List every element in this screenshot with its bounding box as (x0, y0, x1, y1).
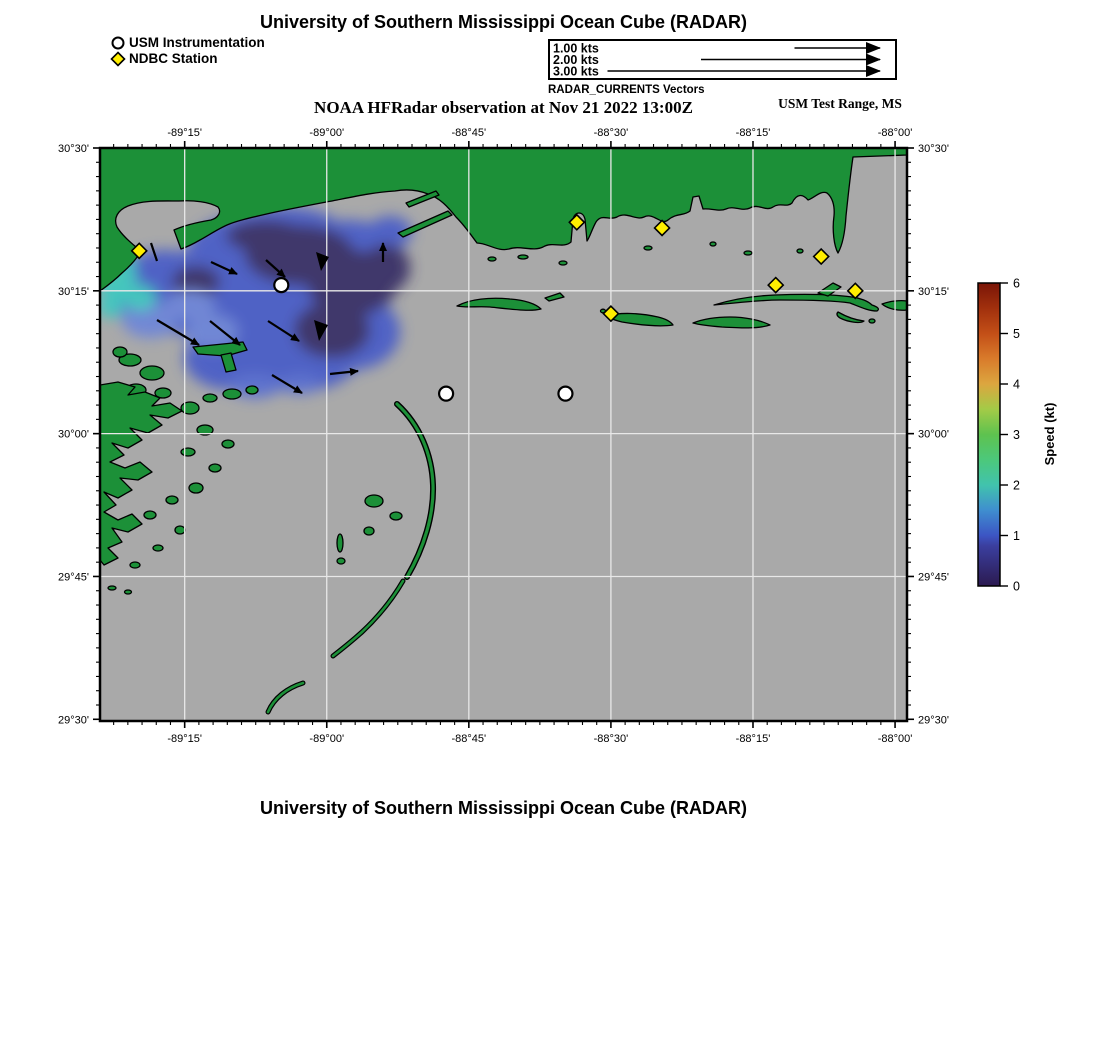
x-tick-label-top: -88°45' (451, 127, 487, 139)
colorbar-tick-label: 5 (1013, 327, 1020, 341)
ndbc-diamond-icon (110, 51, 126, 67)
footer-title: University of Southern Mississippi Ocean Cube (RADAR) (259, 798, 748, 818)
vector-scale-arrows (550, 41, 895, 78)
x-tick-label-bottom: -89°00' (309, 733, 345, 745)
speed-field-blob (165, 290, 215, 320)
region-label: USM Test Range, MS (778, 96, 902, 111)
colorbar-tick-labels (1013, 277, 1020, 594)
speed-field-blob (124, 285, 156, 311)
y-tick-label-right: 30°00' (918, 428, 949, 441)
map-legend (110, 35, 265, 67)
map-plot (40, 110, 960, 758)
colorbar-tick-label: 3 (1013, 428, 1020, 442)
vector-scale-box (548, 39, 897, 80)
y-tick-label-left: 29°45' (58, 571, 89, 584)
x-tick-label-top: -89°15' (167, 127, 202, 139)
x-tick-label-top: -88°30' (593, 127, 629, 139)
usm-circle-icon (110, 35, 126, 51)
x-tick-label-top: -88°00' (877, 127, 913, 139)
speed-field-blob (226, 220, 306, 252)
colorbar-tick-label: 6 (1013, 276, 1020, 291)
colorbar-ticks (1000, 283, 1008, 586)
y-tick-label-left: 30°30' (58, 143, 89, 155)
y-tick-label-left: 30°15' (58, 285, 89, 298)
legend-row-usm (110, 35, 265, 51)
x-tick-label-bottom: -89°15' (167, 733, 202, 745)
colorbar-gradient (978, 283, 1000, 586)
page-title: University of Southern Mississippi Ocean Cube (RADAR) (259, 12, 748, 32)
y-tick-label-left: 29°30' (58, 714, 89, 727)
x-tick-label-top: -89°00' (309, 127, 345, 139)
y-tick-label-left: 30°00' (58, 428, 89, 441)
vector-scale-row-label: 1.00 kts (553, 41, 599, 56)
colorbar-tick-label: 0 (1013, 579, 1020, 594)
y-tick-label-right: 30°15' (918, 285, 949, 298)
speed-field-blob (294, 302, 370, 358)
colorbar-tick-label: 2 (1013, 478, 1020, 493)
colorbar (950, 260, 1100, 620)
vector-scale-row-label: 3.00 kts (553, 64, 599, 78)
y-tick-label-right: 29°45' (918, 571, 949, 584)
legend-label-usm: USM Instrumentation (129, 35, 265, 50)
observation-subtitle: NOAA HFRadar observation at Nov 21 2022 13:00Z (314, 98, 693, 117)
x-tick-label-bottom: -88°00' (877, 733, 913, 745)
x-tick-label-bottom: -88°15' (735, 733, 771, 745)
colorbar-title: Speed (kt) (1042, 402, 1057, 466)
y-tick-label-right: 30°30' (918, 143, 949, 155)
x-tick-label-bottom: -88°45' (451, 733, 487, 745)
usm-instrument-marker (558, 387, 572, 401)
legend-label-ndbc: NDBC Station (129, 51, 218, 66)
x-tick-label-top: -88°15' (735, 127, 771, 139)
y-tick-label-right: 29°30' (918, 714, 949, 727)
colorbar-tick-label: 1 (1013, 529, 1020, 543)
vector-scale-row-label: 2.00 kts (553, 53, 599, 67)
vector-scale-caption: RADAR_CURRENTS Vectors (548, 84, 705, 96)
colorbar-tick-label: 4 (1013, 377, 1020, 392)
usm-instrument-marker (274, 278, 288, 292)
speed-field-blob (362, 244, 410, 292)
usm-instrument-marker (439, 387, 453, 401)
legend-row-ndbc (110, 51, 265, 67)
x-tick-label-bottom: -88°30' (593, 733, 629, 745)
